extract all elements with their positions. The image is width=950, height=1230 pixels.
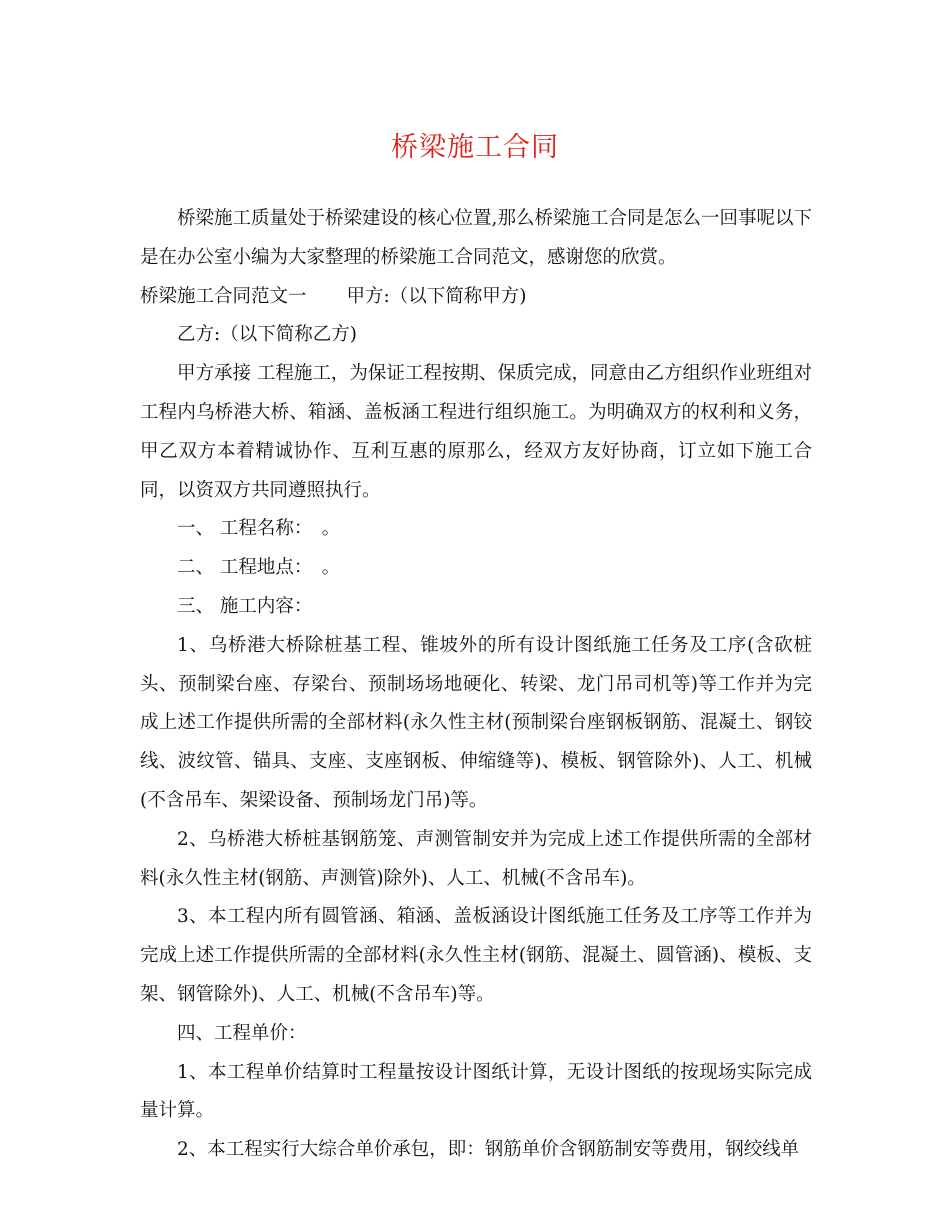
party-a: 甲方:（以下简称甲方): [346, 285, 527, 307]
paragraph: 一、 工程名称： 。: [177, 518, 341, 540]
paragraph: 二、 工程地点： 。: [177, 557, 341, 579]
party-b: 乙方:（以下简称乙方): [177, 324, 357, 346]
paragraph: 四、工程单价：: [177, 1022, 307, 1044]
paragraph: 2、乌桥港大桥桩基钢筋笼、声测管制安并为完成上述工作提供所需的全部材料(永久性主材(钢筋、声测管)除外)、人工、机械(不含吊车)。: [140, 828, 812, 889]
paragraph: 三、 施工内容：: [177, 595, 313, 617]
intro-paragraph: 桥梁施工质量处于桥梁建设的核心位置,那么桥梁施工合同是怎么一回事呢以下是在办公室小编为大家整理的桥梁施工合同范文，感谢您的欣赏。: [140, 208, 812, 268]
paragraph: 甲方承接 工程施工，为保证工程按期、保质完成，同意由乙方组织作业班组对工程内乌桥港大桥、箱涵、盖板涵工程进行组织施工。为明确双方的权利和义务，甲乙双方本着精诚协作、互利互惠的原那么，经双方友好协商，订立如下施工合同，以资双方共同遵照执行。: [140, 363, 812, 501]
document-title: 桥梁施工合同: [391, 132, 559, 163]
paragraph: 1、乌桥港大桥除桩基工程、锥坡外的所有设计图纸施工任务及工序(含砍桩头、预制梁台座、存梁台、预制场场地硬化、转梁、龙门吊司机等)等工作并为完成上述工作提供所需的全部材料(永久性主材(预制梁台座钢板钢筋、混凝土、钢铰线、波纹管、锚具、支座、支座钢板、伸缩缝等)、模板、钢管除外)、人工、机械(不含吊车、架梁设备、预制场龙门吊)等。: [140, 634, 812, 811]
sample-label: 桥梁施工合同范文一: [140, 285, 307, 307]
paragraph: 3、本工程内所有圆管涵、箱涵、盖板涵设计图纸施工任务及工序等工作并为完成上述工作提供所需的全部材料(永久性主材(钢筋、混凝土、圆管涵)、模板、支架、钢管除外)、人工、机械(不含吊车)等。: [140, 906, 812, 1005]
sample-heading-line: [140, 278, 812, 317]
paragraph: 1、本工程单价结算时工程量按设计图纸计算，无设计图纸的按现场实际完成量计算。: [140, 1061, 812, 1122]
document-body: [140, 200, 812, 1170]
paragraph: 2、本工程实行大综合单价承包，即：钢筋单价含钢筋制安等费用，钢绞线单: [177, 1139, 800, 1161]
